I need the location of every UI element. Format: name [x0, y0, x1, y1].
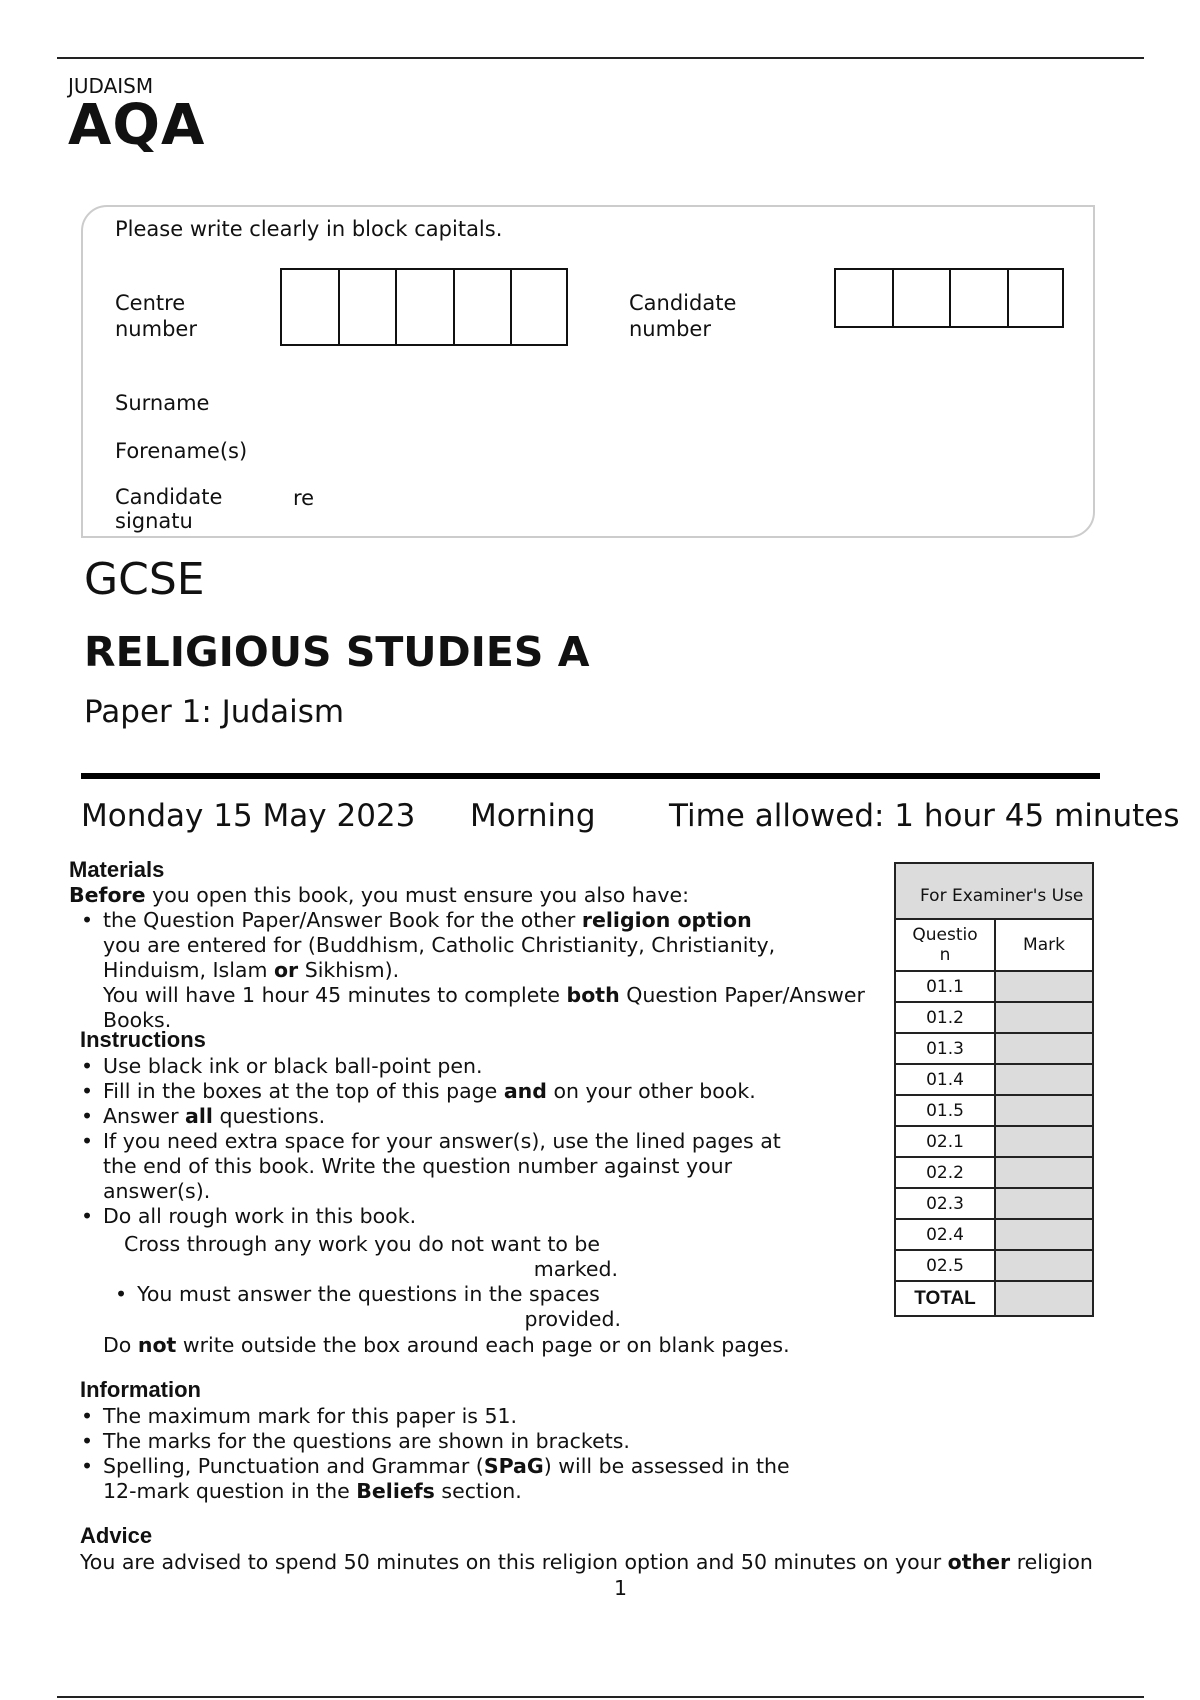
exam-date: Monday 15 May 2023	[81, 798, 416, 834]
instruction-cross-through	[124, 1232, 618, 1282]
information-heading: Information	[80, 1377, 201, 1402]
materials-intro-bold: Before	[69, 883, 146, 907]
table-row	[895, 1095, 1093, 1126]
advice-heading: Advice	[80, 1523, 153, 1548]
top-rule	[57, 57, 1144, 59]
table-row	[895, 1033, 1093, 1064]
mark-cell[interactable]	[995, 1126, 1093, 1157]
advice-text	[80, 1550, 1093, 1575]
candidate-signature-label: Candidate signatu	[115, 485, 223, 533]
time-allowed: Time allowed: 1 hour 45 minutes	[669, 798, 1180, 834]
subject-label: JUDAISM	[68, 74, 154, 98]
paper-subject-title: RELIGIOUS STUDIES A	[84, 628, 590, 676]
table-row	[895, 1157, 1093, 1188]
advice-text-part: You are advised to spend 50 minutes on this religion option and 50 minutes on your	[80, 1550, 948, 1574]
candidate-number-digit[interactable]	[951, 270, 1009, 326]
title-divider	[81, 773, 1100, 779]
candidate-number-grid	[834, 268, 1064, 328]
advice-text-part: religion	[1010, 1550, 1093, 1574]
advice-text-bold: other	[947, 1550, 1011, 1574]
information-bold: Beliefs	[356, 1479, 435, 1503]
question-number: 01.3	[895, 1033, 995, 1064]
page-number: 1	[614, 1576, 628, 1600]
examiners-use-table	[894, 862, 1094, 1317]
mark-column-header: Mark	[995, 919, 1093, 971]
mark-cell[interactable]	[995, 1188, 1093, 1219]
bottom-rule	[57, 1696, 1144, 1698]
question-number: 02.3	[895, 1188, 995, 1219]
instruction-bold: all	[185, 1104, 213, 1128]
table-row	[895, 1126, 1093, 1157]
question-number: 01.4	[895, 1064, 995, 1095]
question-rows	[895, 971, 1093, 1281]
materials-text-bold: or	[273, 958, 299, 982]
instruction-answer-spaces: • You must answer the questions in the spaces provided.	[115, 1282, 621, 1331]
centre-number-digit[interactable]	[282, 270, 340, 344]
information-text: 12-mark question in the	[103, 1479, 357, 1503]
table-row	[895, 971, 1093, 1002]
centre-number-digit[interactable]	[512, 270, 565, 344]
instruction-text: You must answer the questions in the spaces	[137, 1282, 600, 1306]
instruction-text: write outside the box around each page or on blank pages.	[176, 1333, 790, 1357]
instruction-do-not-write	[103, 1333, 790, 1358]
instruction-text: provided.	[524, 1307, 621, 1331]
centre-number-grid	[280, 268, 568, 346]
total-mark-cell[interactable]	[995, 1281, 1093, 1316]
centre-number-digit[interactable]	[455, 270, 513, 344]
information-text: section.	[434, 1479, 522, 1503]
instructions-list	[69, 1054, 829, 1229]
total-label: TOTAL	[895, 1281, 995, 1316]
materials-text-bold: religion option	[581, 908, 752, 932]
mark-cell[interactable]	[995, 971, 1093, 1002]
materials-text: Sikhism).	[298, 958, 400, 982]
question-column-header: Questio n	[895, 919, 995, 971]
question-number: 01.5	[895, 1095, 995, 1126]
instruction-text: on your other book.	[546, 1079, 756, 1103]
mark-cell[interactable]	[995, 1250, 1093, 1281]
paper-name: Paper 1: Judaism	[84, 694, 345, 730]
list-item	[69, 1454, 899, 1504]
examiners-use-header: For Examiner's Use	[895, 863, 1093, 919]
instruction-text: marked.	[533, 1257, 618, 1281]
centre-number-digit[interactable]	[340, 270, 398, 344]
forenames-label: Forename(s)	[115, 439, 248, 463]
candidate-details-box	[81, 205, 1095, 538]
materials-heading: Materials	[69, 857, 165, 882]
instruction-bold: not	[137, 1333, 177, 1357]
exam-session: Morning	[470, 798, 596, 834]
mark-cell[interactable]	[995, 1157, 1093, 1188]
materials-text: the Question Paper/Answer Book for the other	[103, 908, 582, 932]
table-row	[895, 1250, 1093, 1281]
instruction-text: questions.	[212, 1104, 326, 1128]
materials-time-text: You will have 1 hour 45 minutes to complete	[103, 983, 567, 1007]
table-row	[895, 1002, 1093, 1033]
instruction-text: Answer	[103, 1104, 186, 1128]
candidate-number-digit[interactable]	[836, 270, 894, 326]
block-capitals-instruction: Please write clearly in block capitals.	[115, 217, 503, 241]
materials-intro-text: you open this book, you must ensure you also have:	[145, 883, 689, 907]
surname-label: Surname	[115, 391, 210, 415]
list-item: • The marks for the questions are shown in brackets.	[69, 1429, 899, 1454]
instruction-bold: and	[503, 1079, 547, 1103]
materials-time-bold: both	[566, 983, 620, 1007]
instructions-heading: Instructions	[80, 1027, 206, 1052]
mark-cell[interactable]	[995, 1064, 1093, 1095]
table-row	[895, 1219, 1093, 1250]
question-number: 02.1	[895, 1126, 995, 1157]
candidate-number-digit[interactable]	[894, 270, 952, 326]
question-number: 01.1	[895, 971, 995, 1002]
mark-cell[interactable]	[995, 1219, 1093, 1250]
centre-number-digit[interactable]	[397, 270, 455, 344]
information-list	[69, 1404, 899, 1504]
mark-cell[interactable]	[995, 1033, 1093, 1064]
question-number: 01.2	[895, 1002, 995, 1033]
information-text: Spelling, Punctuation and Grammar (	[103, 1454, 484, 1478]
table-row	[895, 1064, 1093, 1095]
list-item	[69, 1079, 829, 1104]
centre-number-label: Centre number	[115, 291, 197, 341]
instruction-text: Do	[103, 1333, 138, 1357]
list-item: • If you need extra space for your answer(s), use the lined pages at the end of this book. Write the question number against your answer(s).	[69, 1129, 793, 1204]
information-text: ) will be assessed in the	[543, 1454, 790, 1478]
table-row	[895, 1188, 1093, 1219]
materials-list	[69, 908, 929, 1033]
materials-text: you are entered for (Buddhism, Catholic Christianity, Christianity,	[103, 933, 776, 957]
candidate-number-label: Candidate number	[629, 291, 737, 341]
list-item: • Do all rough work in this book.	[69, 1204, 829, 1229]
candidate-number-digit[interactable]	[1009, 270, 1062, 326]
instruction-text: Cross through any work you do not want to be	[124, 1232, 601, 1256]
instruction-text: Fill in the boxes at the top of this page	[103, 1079, 504, 1103]
information-bold: SPaG	[483, 1454, 544, 1478]
aqa-logo: AQA	[68, 93, 206, 158]
list-item	[69, 1104, 829, 1129]
question-number: 02.2	[895, 1157, 995, 1188]
list-item: • Use black ink or black ball-point pen.	[69, 1054, 829, 1079]
list-item: • The maximum mark for this paper is 51.	[69, 1404, 899, 1429]
materials-text: Hinduism, Islam	[103, 958, 274, 982]
list-item	[69, 908, 929, 1033]
question-number: 02.5	[895, 1250, 995, 1281]
qualification-level: GCSE	[84, 554, 205, 605]
candidate-signature-label-suffix: re	[293, 486, 315, 510]
materials-intro	[69, 883, 689, 908]
materials-time-text: Question Paper/Answer Books.	[103, 983, 865, 1032]
mark-cell[interactable]	[995, 1002, 1093, 1033]
question-number: 02.4	[895, 1219, 995, 1250]
mark-cell[interactable]	[995, 1095, 1093, 1126]
